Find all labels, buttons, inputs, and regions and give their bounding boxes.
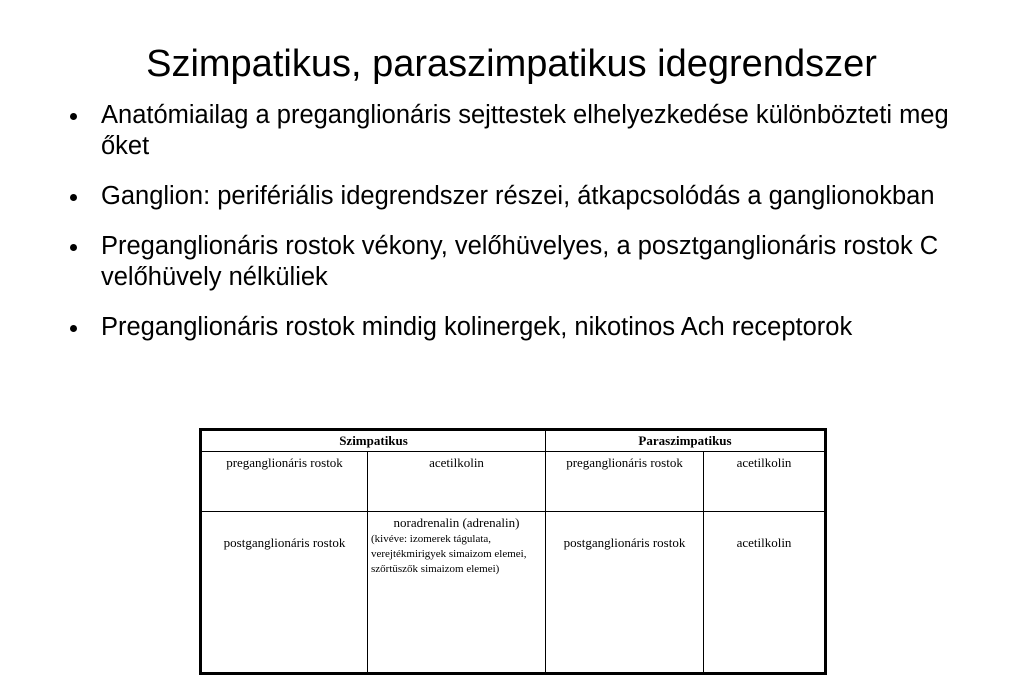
bullet-dot-icon (70, 113, 77, 120)
table-cell: preganglionáris rostok (546, 452, 704, 512)
table-cell: postganglionáris rostok (202, 512, 368, 673)
bullet-text: Preganglionáris rostok vékony, velőhüvelyes, a posztganglionáris rostok C velőhüvely nélküliek (101, 232, 939, 291)
bullet-list (70, 100, 970, 362)
noradrenalin-label: noradrenalin (adrenalin) (393, 515, 520, 530)
bullet-item (70, 100, 970, 162)
table-cell-noradrenalin (368, 512, 546, 673)
exception-note: (kivéve: izomerek tágulata, verejtékmirigyek simaizom elemei, szőrtüszők simaizom elemei) (371, 533, 527, 575)
bullet-dot-icon (70, 244, 77, 251)
bullet-text: Anatómiailag a preganglionáris sejttestek elhelyezkedése különbözteti meg őket (101, 101, 949, 160)
table-cell: postganglionáris rostok (546, 512, 704, 673)
bullet-text: Preganglionáris rostok mindig kolinergek, nikotinos Ach receptorok (101, 313, 853, 341)
table-cell: acetilkolin (704, 452, 825, 512)
bullet-dot-icon (70, 325, 77, 332)
bullet-item (70, 231, 970, 293)
bullet-text: Ganglion: perifériális idegrendszer részei, átkapcsolódás a ganglionokban (101, 182, 935, 210)
bullet-item (70, 181, 970, 212)
header-szimpatikus: Szimpatikus (202, 431, 546, 452)
table-cell: acetilkolin (368, 452, 546, 512)
header-paraszimpatikus: Paraszimpatikus (546, 431, 825, 452)
bullet-item (70, 312, 970, 343)
bullet-dot-icon (70, 194, 77, 201)
table-cell: preganglionáris rostok (202, 452, 368, 512)
comparison-table (199, 428, 827, 675)
slide-title: Szimpatikus, paraszimpatikus idegrendszer (146, 43, 877, 85)
table-cell: acetilkolin (704, 512, 825, 673)
